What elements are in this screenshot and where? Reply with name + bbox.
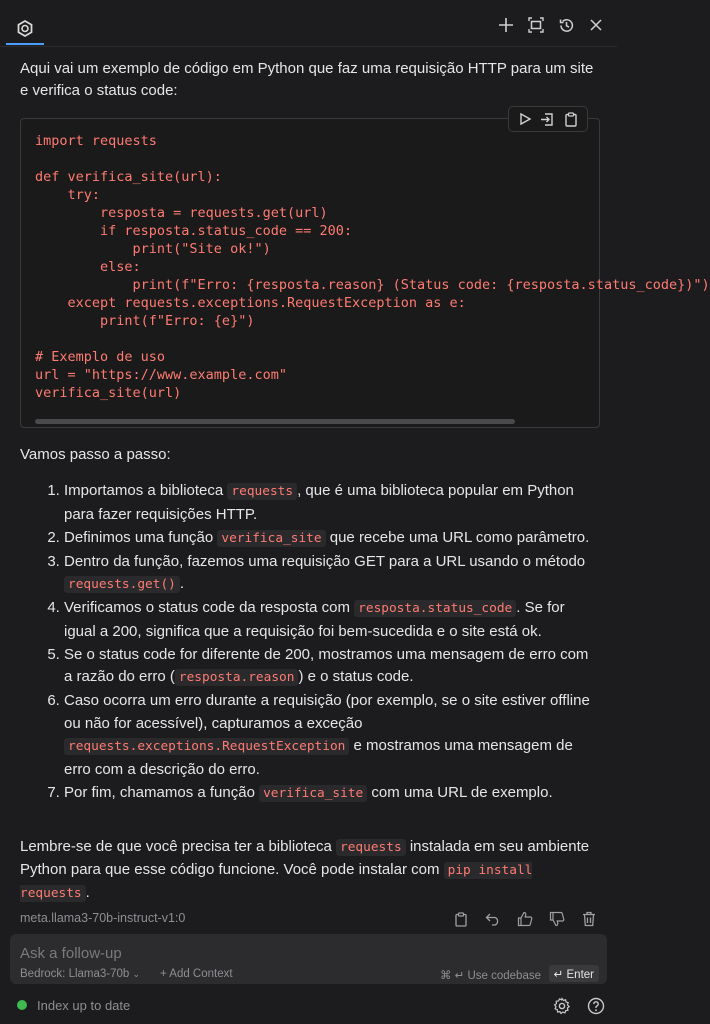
inline-code: verifica_site — [217, 530, 325, 547]
top-divider — [0, 46, 617, 47]
copy-icon[interactable] — [561, 109, 581, 129]
status-indicator — [17, 1000, 27, 1010]
expand-icon[interactable] — [525, 14, 547, 36]
undo-icon[interactable] — [482, 908, 504, 930]
tab-underline — [6, 43, 44, 45]
message-actions — [450, 908, 600, 930]
outro-text: Lembre-se de que você precisa ter a biblioteca requests instalada em seu ambiente Python para que esse código funcione. Você pode instalar com pip install requests . — [20, 838, 590, 901]
status-bar — [0, 990, 617, 1024]
code-block — [20, 118, 710, 428]
add-context-button[interactable]: + Add Context — [160, 968, 233, 980]
inline-code: requests.exceptions.RequestException — [64, 738, 349, 755]
plus-icon[interactable] — [495, 14, 517, 36]
follow-up-box — [10, 934, 607, 984]
history-icon[interactable] — [555, 14, 577, 36]
list-item: 3. Dentro da função, fazemos uma requisição GET para a URL usando o método requests.get() . — [64, 551, 597, 597]
thumbs-down-icon[interactable] — [546, 908, 568, 930]
chat-tab[interactable] — [6, 12, 44, 46]
trash-icon[interactable] — [578, 908, 600, 930]
inline-code: resposta.status_code — [354, 600, 516, 617]
model-select-label: Bedrock: Llama3-70b — [20, 968, 130, 980]
status-text: Index up to date — [37, 998, 131, 1013]
message-footer — [20, 908, 600, 930]
top-bar — [0, 0, 617, 52]
continue-logo-icon — [15, 19, 35, 39]
run-icon[interactable] — [515, 109, 535, 129]
top-actions — [495, 14, 607, 36]
insert-icon[interactable] — [538, 109, 558, 129]
code-scrollbar[interactable] — [35, 419, 515, 424]
model-select[interactable] — [20, 968, 140, 980]
gear-icon[interactable] — [551, 995, 573, 1017]
chevron-down-icon: ⌄ — [132, 969, 141, 979]
inline-code: requests — [336, 839, 406, 856]
intro-text: Aqui vai um exemplo de código em Python que faz uma requisição HTTP para um site e verifica o status code: — [20, 60, 594, 99]
enter-button[interactable]: ↵ Enter — [549, 965, 599, 982]
inline-code: requests.get() — [64, 576, 180, 593]
copy-icon[interactable] — [450, 908, 472, 930]
code-actions — [508, 106, 588, 132]
inline-code: requests — [227, 483, 297, 500]
use-codebase-button[interactable]: ⌘ ↵ Use codebase — [439, 970, 541, 982]
steps-intro: Vamos passo a passo: — [20, 446, 171, 463]
follow-up-input[interactable] — [20, 942, 580, 964]
inline-code: verifica_site — [259, 785, 367, 802]
list-item: 4. Verificamos o status code da resposta com resposta.status_code . Se for igual a 200, significa que a requisição foi bem-sucedida e o site está ok. — [64, 597, 597, 643]
inline-code: resposta.reason — [175, 669, 299, 686]
thumbs-up-icon[interactable] — [514, 908, 536, 930]
list-item: 5. Se o status code for diferente de 200, mostramos uma mensagem de erro com a razão do erro ( resposta.reason ) e o status code. — [64, 644, 597, 690]
list-item: 2. Definimos uma função verifica_site que recebe uma URL como parâmetro. — [64, 527, 597, 551]
list-item: 6. Caso ocorra um erro durante a requisição (por exemplo, se o site estiver offline ou não for acessível), capturamos a exceção requests.exceptions.RequestException e mostramos uma mensagem de erro com a descrição do erro. — [64, 690, 597, 781]
code-content: import requests def verifica_site(url): try: resposta = requests.get(url) if resposta.status_code == 200: print("Site ok!") else: print(f"Erro: {resposta.reason} (Status code: {resposta.status_code})") except requests.exceptions.RequestException as e: print(f"Erro: {e}") # Exemplo de uso url = "https://www.example.com" verifica_site(url) — [35, 133, 710, 401]
steps-list — [42, 480, 597, 806]
model-id: meta.llama3-70b-instruct-v1:0 — [20, 911, 186, 925]
list-item: 7. Por fim, chamamos a função verifica_site com uma URL de exemplo. — [64, 782, 597, 806]
list-item: 1. Importamos a biblioteca requests , que é uma biblioteca popular em Python para fazer requisições HTTP. — [64, 480, 597, 526]
inline-code: pip install requests — [20, 863, 533, 901]
status-actions — [551, 995, 607, 1017]
help-icon[interactable] — [585, 995, 607, 1017]
close-icon[interactable] — [585, 14, 607, 36]
